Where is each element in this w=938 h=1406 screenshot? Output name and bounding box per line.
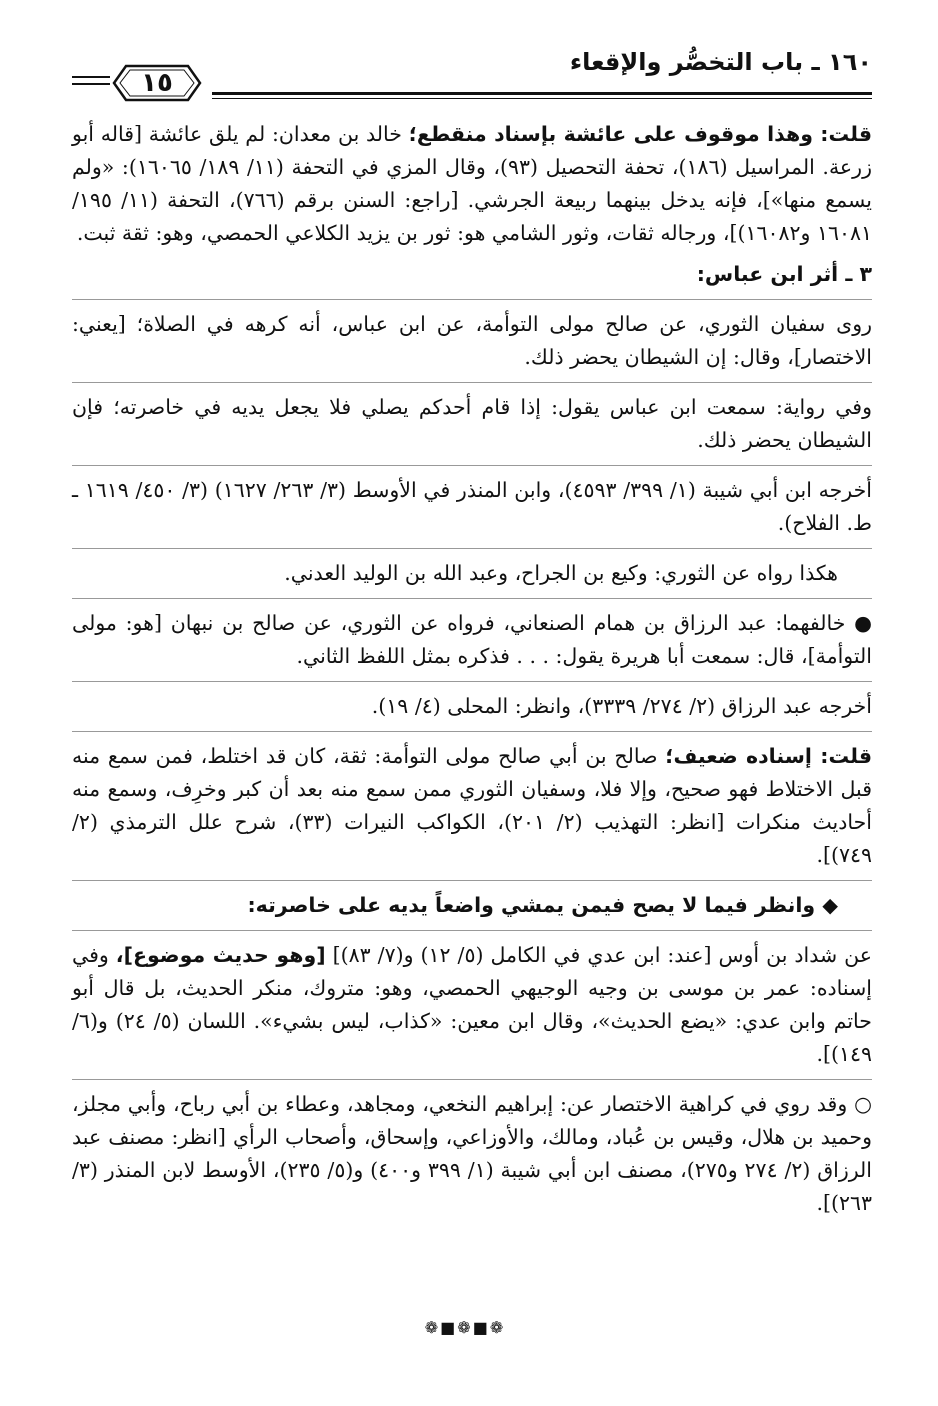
- paragraph-narrators: هكذا رواه عن الثوري: وكيع بن الجراح، وعبد الله بن الوليد العدني.: [284, 561, 838, 585]
- paragraph-takhrij-2: أخرجه عبد الرزاق (٢/ ٢٧٤/ ٣٣٣٩)، وانظر: المحلى (٤/ ١٩).: [371, 694, 872, 718]
- divider: [72, 299, 872, 300]
- bold-lead: قلت: وهذا موقوف على عائشة بإسناد منقطع؛: [408, 122, 872, 146]
- divider: [72, 548, 872, 549]
- paragraph-contradiction: ● خالفهما: عبد الرزاق بن همام الصنعاني، فرواه عن الثوري، عن صالح بن نبهان [هو: مولى التوأمة]، قال: سمعت أبا هريرة يقول: . . . فذكره بمثل اللفظ الثاني.: [72, 611, 872, 668]
- divider: [72, 880, 872, 881]
- paragraph-commentary-1: [72, 118, 872, 250]
- paragraph-commentary-2: [72, 740, 872, 872]
- divider: [72, 465, 872, 466]
- paragraph-narration: روى سفيان الثوري، عن صالح مولى التوأمة، عن ابن عباس، أنه كرهه في الصلاة؛ [يعني: الاختصار]، وقال: إن الشيطان يحضر ذلك.: [72, 312, 872, 369]
- bold-lead: قلت: إسناده ضعيف؛: [665, 744, 872, 768]
- chapter-title: ١٦٠ ـ باب التخصُّر والإقعاء: [569, 48, 872, 76]
- divider: [72, 382, 872, 383]
- bold-verdict: [وهو حديث موضوع]،: [115, 943, 326, 967]
- paragraph-text: صالح بن أبي صالح مولى التوأمة: ثقة، كان قد اختلط، فمن سمع منه قبل الاختلاط فهو صحيح، وإلا فلا، وسفيان الثوري ممن سمع منه بعد أن كبر وخرِف، وسمع منه أحاديث منكرات [انظر: التهذيب (٢/ ٢٠١)، الكواكب النيرات (٣٣)، شرح علل الترمذي (٢/ ٧٤٩)].: [72, 744, 872, 867]
- subsection-heading: ◆ وانظر فيما لا يصح فيمن يمشي واضعاً يديه على خاصرته:: [247, 893, 838, 917]
- divider: [72, 598, 872, 599]
- page-number: ١٥: [141, 68, 173, 98]
- header-left-lines: [72, 76, 110, 90]
- divider: [72, 930, 872, 931]
- section-heading-ibn-abbas: ٣ ـ أثر ابن عباس:: [696, 262, 872, 286]
- page-number-badge: [112, 62, 202, 104]
- paragraph-riwaya: وفي رواية: سمعت ابن عباس يقول: إذا قام أحدكم يصلي فلا يجعل يديه في خاصرته؛ فإن الشيطان يحضر ذلك.: [72, 395, 872, 452]
- divider: [72, 1079, 872, 1080]
- footer-ornament: ❁■❁■❁: [424, 1318, 506, 1337]
- divider: [72, 731, 872, 732]
- paragraph-shaddad: [72, 939, 872, 1071]
- main-text: [72, 118, 872, 1228]
- divider: [72, 681, 872, 682]
- paragraph-text: خالد بن معدان: لم يلق عائشة [قاله أبو زرعة. المراسيل (١٨٦)، تحفة التحصيل (٩٣)، وقال المزي في التحفة (١١/ ١٨٩/ ١٦٠٦٥): «ولم يسمع منها»]، فإنه يدخل بينهما ربيعة الجرشي. [راجع: السنن برقم (٧٦٦)، التحفة (١١/ ١٩٥/ ١٦٠٨١ و١٦٠٨٢)]، ورجاله ثقات، وثور الشامي هو: ثور بن يزيد الكلاعي الحمصي، وهو: ثقة ثبت.: [72, 122, 872, 245]
- page-header: [72, 48, 872, 98]
- paragraph-takhrij: أخرجه ابن أبي شيبة (١/ ٣٩٩/ ٤٥٩٣)، وابن المنذر في الأوسط (٣/ ٢٦٣/ ١٦٢٧) (٣/ ٤٥٠/ ١٦١٩ ـ ط. الفلاح).: [72, 478, 872, 535]
- paragraph-text: عن شداد بن أوس [عند: ابن عدي في الكامل (٥/ ١٢) و(٧/ ٨٣)]: [325, 943, 873, 967]
- paragraph-text: وفي إسناده: عمر بن موسى بن وجيه الوجيهي الحمصي، وهو: متروك، منكر الحديث، بل قال أبو حاتم وابن عدي: «يضع الحديث»، وقال ابن معين: «كذاب، ليس بشيء». اللسان (٥/ ٢٤) و(٦/ ١٤٩)].: [72, 943, 872, 1066]
- header-rule-thin: [212, 98, 872, 99]
- paragraph-karahiya: ○ وقد روي في كراهية الاختصار عن: إبراهيم النخعي، ومجاهد، وعطاء بن أبي رباح، وأبي مجلز، وحميد بن هلال، وقيس بن عُباد، ومالك، والأوزاعي، وإسحاق، وأصحاب الرأي [انظر: مصنف عبد الرزاق (٢/ ٢٧٤ و٢٧٥)، مصنف ابن أبي شيبة (١/ ٣٩٩ و٤٠٠) و(٥/ ٢٣٥)، الأوسط لابن المنذر (٣/ ٢٦٣)].: [72, 1092, 872, 1215]
- header-rule: [212, 92, 872, 95]
